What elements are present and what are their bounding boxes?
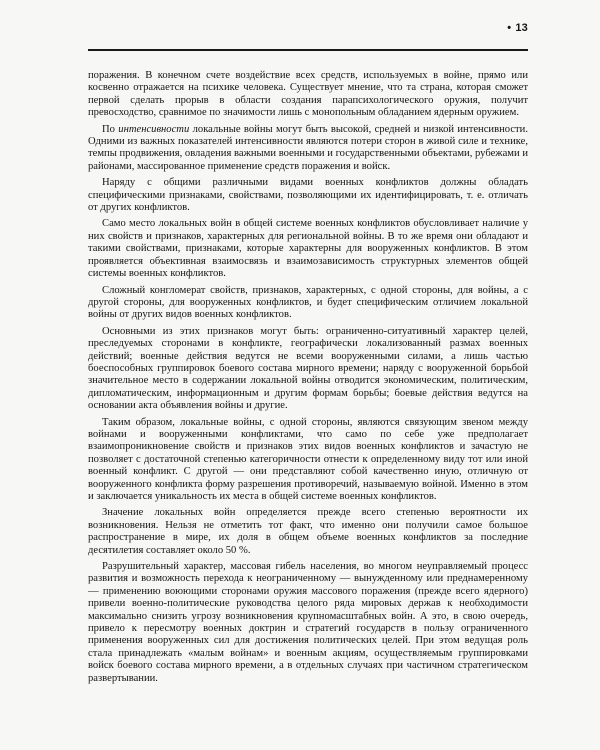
bullet-glyph: •	[507, 22, 512, 34]
paragraph-3: Наряду с общими различными видами военных конфликтов должны обладать специфическими признаками, свойствами, позволяющими их идентифицировать, т. е. отличать от других конфликтов.	[88, 177, 528, 214]
paragraph-6: Основными из этих признаков могут быть: ограниченно-ситуативный характер целей, преследуемых сторонами в конфликте, географически локализованный размах военных действий; военные действия ведутся не всеми вооруженными силами, а лишь частью боеспособных группировок боевого состава мирного времени; наряду с вооруженной борьбой значительное место в содержании локальной войны отводится экономическим, политическим, дипломатическим, информационным и другим формам борьбы; боевые действия ведутся на основании акта объявления войны и другие.	[88, 325, 528, 412]
paragraph-9: Разрушительный характер, массовая гибель населения, во многом неуправляемый процесс развития и возможность перехода к неограниченному — вынужденному или преднамеренному — применению воюющими сторонами оружия массового поражения (прежде всего ядерного) привели военно-политические руководства целого ряда мировых держав к необходимости максимально снизить угрозу возникновения крупномасштабных войн. А это, в свою очередь, привело к пересмотру военных доктрин и стратегий государств в пользу ограниченного применения вооруженных сил для достижения политических целей. При этом ведущая роль стала принадлежать «малым войнам» и военным акциям, осуществляемым группировками войск боевого состава мирного времени, а в отдельных случаях при частичном стратегическом развертывании.	[88, 561, 528, 684]
paragraph-4: Само место локальных войн в общей системе военных конфликтов обусловливает наличие у них свойств и признаков, характерных для региональной войны. В то же время они обладают и такими свойствами, признаками, которые характерны для вооруженных конфликтов. В этом проявляется объективная взаимосвязь и взаимозависимость структурных элементов общей системы военных конфликтов.	[88, 218, 528, 280]
page-number-value: 13	[515, 22, 528, 34]
paragraph-2-lead: По	[102, 123, 119, 135]
paragraph-8: Значение локальных войн определяется прежде всего степенью вероятности их возникновения. Нельзя не отметить тот факт, что именно они получили самое большое распространение в мире, их доля в общем объеме военных конфликтов за последние десятилетия составляет около 50 %.	[88, 507, 528, 556]
paragraph-2	[88, 124, 528, 174]
paragraph-1: поражения. В конечном счете воздействие всех средств, используемых в войне, прямо или косвенно отражается на психике человека. Существует мнение, что та страна, которая сможет первой сделать прорыв в области создания парапсихологического оружия, получит превосходство, сравнимое по значимости лишь с монопольным обладанием ядерным оружием.	[88, 70, 528, 119]
body-text	[88, 70, 528, 688]
paragraph-7: Таким образом, локальные войны, с одной стороны, являются связующим звеном между войнами и вооруженными конфликтами, что само по себе уже предполагает взаимопроникновение свойств и признаков этих видов военных конфликтов и зачастую не позволяет с достаточной степенью категоричности отнести к определенному виду тот или иной военный конфликт. С другой — они представляют собой качественно иную, отличную от вооруженного конфликта форму разрешения противоречий, называемую войной. Именно в этом и заключается уникальность их места в общей системе военных конфликтов.	[88, 416, 528, 502]
paragraph-5: Сложный конгломерат свойств, признаков, характерных, с одной стороны, для войны, а с другой стороны, для вооруженных конфликтов, и будет специфическим отличием локальной войны от других видов военных конфликтов.	[88, 284, 528, 321]
running-header	[88, 22, 528, 40]
paragraph-2-rest: локальные войны могут быть высокой, средней и низкой интенсивности. Одними из важных показателей интенсивности являются потери сторон в живой силе и технике, темпы продвижения, овладения важными военными и государственными объектами, рубежами и районами, массированное применение средств поражения и войск.	[88, 123, 528, 172]
paragraph-2-emphasis: интенсивности	[118, 123, 190, 135]
header-rule	[88, 49, 528, 51]
page-number	[507, 22, 528, 34]
